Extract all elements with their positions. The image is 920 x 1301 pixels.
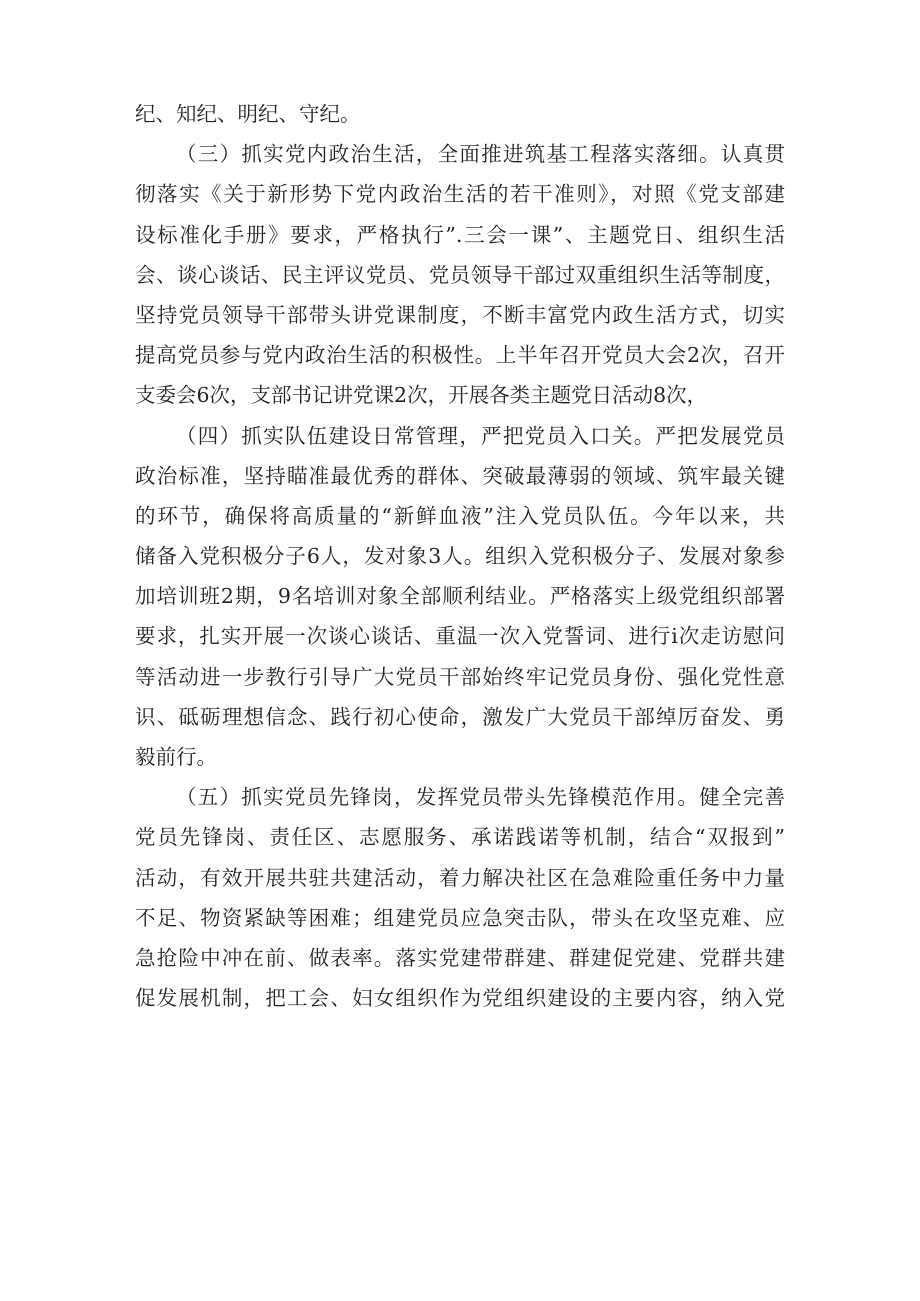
text-line: 设标准化手册》要求，严格执行”.三会一课”、主题党日、组织生活: [135, 222, 785, 247]
text-line: 急抢险中冲在前、做表率。落实党建带群建、群建促党建、党群共建: [135, 945, 785, 970]
text-line: 彻落实《关于新形势下党内政治生活的若干准则》，对照《党支部建: [135, 182, 785, 207]
text-line: 加培训班2期，9名培训对象全部顺利结业。严格落实上级党组织部署: [135, 584, 785, 609]
text-line: 不足、物资紧缺等困难；组建党员应急突击队，带头在攻坚克难、应: [135, 905, 785, 930]
text-line: 会、谈心谈话、民主评议党员、党员领导干部过双重组织生活等制度，: [135, 262, 785, 287]
text-line: 毅前行。: [135, 745, 217, 769]
text-line: （五）抓实党员先锋岗，发挥党员带头先锋模范作用。健全完善: [176, 785, 785, 810]
text-line: 提高党员参与党内政治生活的积极性。上半年召开党员大会2次，召开: [135, 343, 785, 368]
paragraph-section-4: [135, 416, 785, 778]
text-line: 识、砥砺理想信念、践行初心使命，激发广大党员干部绰厉奋发、勇: [135, 704, 785, 729]
text-line: （四）抓实队伍建设日常管理，严把党员入口关。严把发展党员: [176, 423, 785, 448]
text-line: 党员先锋岗、责任区、志愿服务、承诺践诺等机制，结合“双报到”: [135, 825, 785, 850]
text-line: 活动，有效开展共驻共建活动，着力解决社区在急难险重任务中力量: [135, 865, 785, 890]
document-body: [135, 94, 785, 1018]
text-line: 等活动进一步教行引导广大党员干部始终牢记党员身份、强化党性意: [135, 664, 785, 689]
text-line: 促发展机制，把工会、妇女组织作为党组织建设的主要内容，纳入党: [135, 986, 785, 1011]
text-line: 的环节，确保将高质量的“新鲜血液”注入党员队伍。今年以来，共: [135, 503, 785, 528]
text-line: 纪、知纪、明纪、守纪。: [135, 102, 361, 126]
text-line: （三）抓实党内政治生活，全面推进筑基工程落实落细。认真贯: [176, 142, 785, 167]
text-line: 储备入党积极分子6人，发对象3人。组织入党积极分子、发展对象参: [135, 544, 785, 569]
paragraph-section-5: [135, 777, 785, 1018]
text-line: 坚持党员领导干部带头讲党课制度，不断丰富党内政生活方式，切实: [135, 302, 785, 327]
paragraph-continuation: [135, 94, 785, 134]
text-line: 政治标准，坚持瞄准最优秀的群体、突破最薄弱的领域、筑牢最关键: [135, 463, 785, 488]
paragraph-section-3: [135, 134, 785, 415]
text-line: 支委会6次，支部书记讲党课2次，开展各类主题党日活动8次，: [135, 383, 708, 408]
text-line: 要求，扎实开展一次谈心谈话、重温一次入党誓词、进行i次走访慰问: [135, 624, 785, 649]
